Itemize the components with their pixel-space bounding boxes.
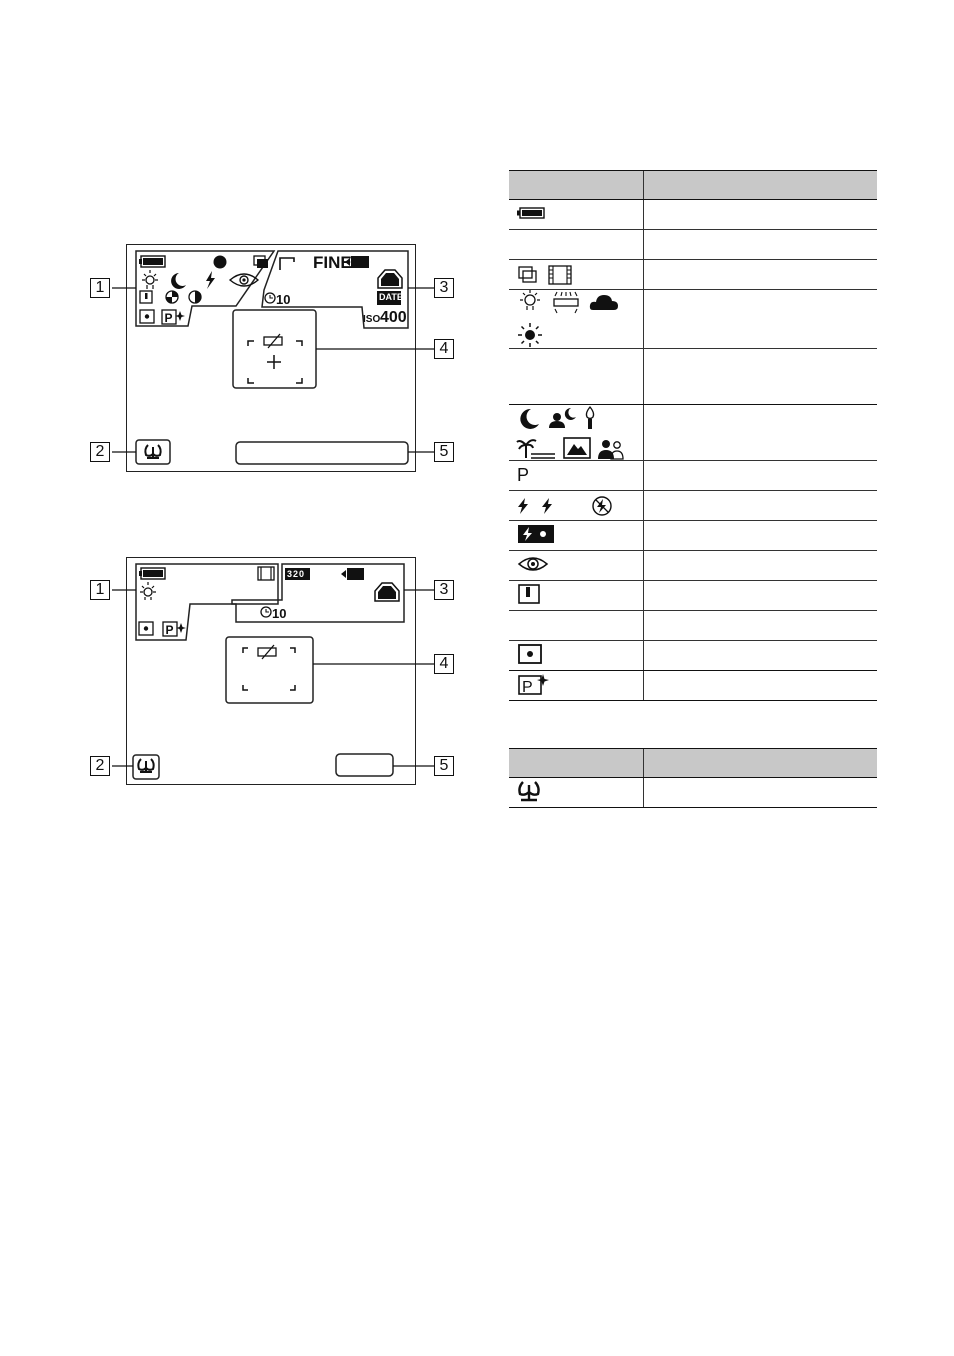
movie-callout-1: 1	[90, 580, 110, 600]
table-row	[509, 349, 877, 405]
row-desc	[644, 349, 878, 405]
table-row	[509, 461, 877, 491]
row-desc	[644, 405, 878, 461]
flash-on-icon	[541, 497, 553, 515]
row-desc	[644, 641, 878, 671]
row-desc	[644, 200, 878, 230]
movie-callout-4: 4	[434, 654, 454, 674]
flash-level-icon	[517, 524, 555, 544]
still-callout-1: 1	[90, 278, 110, 298]
fluorescent-icon	[551, 291, 581, 313]
header-indication	[643, 749, 877, 778]
spot-meter-icon	[517, 643, 543, 665]
svg-text:P: P	[164, 311, 173, 325]
row-desc	[644, 260, 878, 290]
table-row	[509, 230, 877, 260]
table-row	[509, 260, 877, 290]
date-indicator: DATE	[379, 292, 403, 302]
macro-icon	[517, 780, 541, 802]
indicator-table-1	[509, 170, 877, 701]
table-header	[509, 749, 877, 778]
daylight-icon	[517, 322, 543, 348]
table-row	[509, 778, 877, 808]
iso-value: 400	[380, 309, 407, 326]
burst-icon	[517, 265, 539, 285]
table-row	[509, 581, 877, 611]
row-desc	[644, 521, 878, 551]
movie-callout-5: 5	[434, 756, 454, 776]
svg-text:P: P	[165, 623, 174, 637]
row-desc	[644, 551, 878, 581]
movie-self-timer-value: 10	[272, 606, 287, 621]
film-icon	[547, 264, 573, 286]
table-row	[509, 641, 877, 671]
row-desc	[644, 461, 878, 491]
table-header	[509, 171, 877, 200]
self-timer-value: 10	[276, 292, 291, 307]
header-display	[509, 749, 643, 778]
movie-callout-2: 2	[90, 756, 110, 776]
table-row	[509, 200, 877, 230]
header-indication	[644, 171, 878, 200]
indicator-table-2	[509, 748, 877, 808]
still-callout-2: 2	[90, 442, 110, 462]
flash-auto-icon	[517, 497, 529, 515]
twilight-icon	[517, 407, 541, 429]
landscape-icon	[563, 436, 591, 460]
portrait-icon	[597, 436, 625, 460]
movie-size-indicator: 320	[287, 569, 306, 579]
cloudy-icon	[589, 292, 619, 312]
row-desc	[644, 611, 878, 641]
candle-icon	[583, 406, 597, 430]
header-display	[509, 171, 644, 200]
picture-effect-icon	[517, 672, 551, 696]
row-desc	[644, 671, 878, 701]
battery-icon	[517, 206, 547, 220]
svg-text:P: P	[522, 678, 533, 696]
still-callout-5: 5	[434, 442, 454, 462]
table-row	[509, 521, 877, 551]
table-row	[509, 405, 877, 461]
table-row	[509, 491, 877, 521]
quality-indicator: FINE	[313, 253, 352, 272]
still-callout-3: 3	[434, 278, 454, 298]
table-row	[509, 611, 877, 641]
still-callout-4: 4	[434, 339, 454, 359]
row-desc	[644, 491, 878, 521]
table-row	[509, 551, 877, 581]
flash-off-icon	[591, 495, 613, 517]
table-row	[509, 290, 877, 349]
twilight-portrait-icon	[547, 407, 577, 429]
movie-callout-3: 3	[434, 580, 454, 600]
table-row	[509, 671, 877, 701]
iso-prefix: ISO	[363, 314, 381, 325]
row-desc	[643, 778, 877, 808]
beach-icon	[517, 436, 557, 460]
row-desc	[644, 581, 878, 611]
row-desc	[644, 230, 878, 260]
sharpness-icon	[517, 583, 541, 605]
row-desc	[644, 290, 878, 349]
incandescent-icon	[517, 290, 543, 314]
red-eye-icon	[517, 554, 549, 574]
program-p-icon: P	[517, 465, 530, 485]
